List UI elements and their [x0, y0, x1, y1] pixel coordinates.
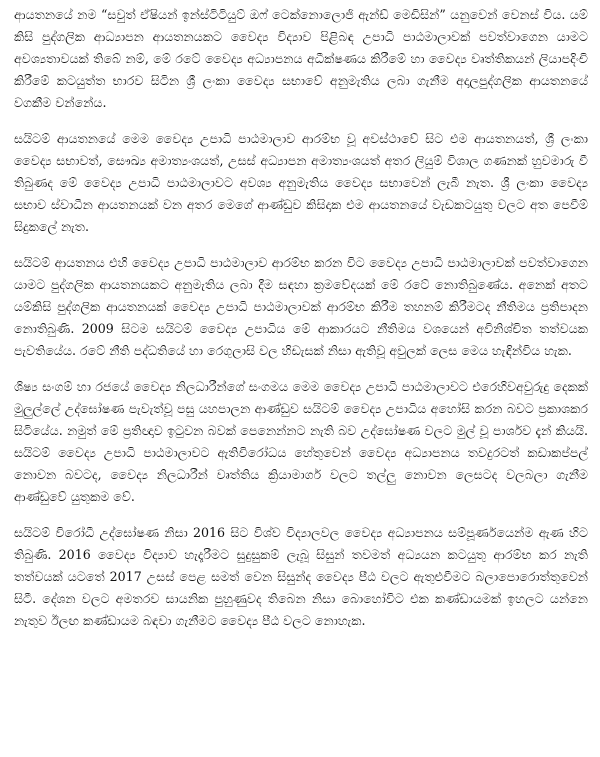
- paragraph-1: ආයතනයේ නම “සවුත් ඒෂියන් ඉන්ස්ටිටියුට් ඔෆ් ටෙක්නොලොජි ඇන්ඩ් මෙඩිසින්” යනුවෙන් වෙනස් විය. යම් කිසි පුද්ගලික ආධ්‍යාපන ආයතනයකට වෛද්‍ය විද්‍යාව පිළිබඳ උපාධි පාඨමාලාවක් පවත්වාගෙන යාමට අවශ්‍යතාවයක් තිබේ නම්, මේ රටේ වෛද්‍ය අධ්‍යාපනය අධීක්ෂණය කිරීමේ හා වෛද්‍ය වෘත්තිකයන් ලියාපදිංචි කිරීමේ කටයුත්ත භාරව සිටින ශ්‍රී ලංකා වෛද්‍ය සභාවේ අනුමැතිය ලබා ගැනීම අදාලපුද්ගලික ආයතනයේ වගකීම වන්නේය.: [14, 7, 588, 110]
- paragraph-4: ශිෂ්‍ය සංගම් හා රජයේ වෛද්‍ය නිලධාරීන්ගේ සංගමය මෙම වෛද්‍ය උපාධි පාඨමාලාවට එරෙහිවඅවුරුදු දෙකක් මුලුල්ලේ උද්ඝෝෂණ පැවැත්වූ පසු යහපාලන ආණ්ඩුව සයිටම් වෛද්‍ය උපාධිය අහෝසි කරන බවට ප්‍රකාශකර සිටියේය. නමුත් මේ ප්‍රතිඥාව ඉටුවන බවක් පෙනෙන්නට නැති බව උද්ඝෝෂණ වලට මුල් වූ පාර්ශව දැන් කියයි. සයිටම් වෛද්‍ය උපාධි පාඨමාලාවට ඇතිවිරෝධය හේතුවෙන් වෛද්‍ය අධ්‍යාපනය තවදුරටත් කඩාකප්පල් නොවන බවටද, වෛද්‍ය නිලධාරීන් වෘත්තිය ක්‍රියාමාර්ග වලට තල්ලු නොවන ලෙසටද වලබලා ගැනීම ආණ්ඩුවේ යුතුකම වේ.: [14, 379, 588, 504]
- paragraph-2: සයිටම් ආයතනයේ මෙම වෛද්‍ය උපාධි පාඨමාලාව ආරම්භ වූ අවස්ථාවේ සිට එම ආයතනයත්, ශ්‍රී ලංකා වෛද්‍ය සභාවත්, සෞඛ්‍ය අමාත්‍යංශයත්, උසස් අධ්‍යාපන අමාත්‍යංශයත් අතර ලියුම් විශාල ගණනක් හුවමාරු වී තිබුණද මේ වෛද්‍ය උපාධි පාඨමාලාවට අවශ්‍ය අනුමැතිය වෛද්‍ය සභාවෙන් ලැබී නැත. ශ්‍රී ලංකා වෛද්‍ය සභාව ස්වාධීන ආයතනයක් වන අතර මෙගේ ආණ්ඩුව කිසිදාක එම ආයතනයේ වැඩකටයුතු වලට අත පෙවීම් සිදුකලේ නැත.: [14, 131, 588, 234]
- paragraph-5: සයිටම් විරෝධී උද්ඝෝෂණ නිසා 2016 සිට විශ්ව විද්‍යාලවල වෛද්‍ය අධ්‍යාපනය සම්පූර්ණයෙන්ම ඇණ හිට තිබුණි. 2016 වෛද්‍ය විද්‍යාව හැදෑරීමට සුදුසුකම් ලැබූ සිසුන් තවමත් අධ්‍යයන කටයුතු ආරම්භ කර නැති තත්වයක් යටතේ 2017 උසස් පෙළ සමත් වෙන සිසුන්ද වෛද්‍ය පීඨ වලට ඇතුළුවීමට බලාපොරොත්තුවෙන් සිටී. දේශන වලට අමතරව සායනික පුහුණුවද තිබෙන නිසා බොහෝවිට එක කණ්ඩායමක් ඉහලට යන්නෙ නැතුව ඊලඟ කණ්ඩායම බඳවා ගැනීමට වෛද්‍ය පීඨ වලට නොහැක.: [14, 525, 588, 628]
- paragraph-3: සයිටම් ආයතනය එහි වෛද්‍ය උපාධි පාඨමාලාව ආරම්භ කරන විට වෛද්‍ය උපාධි පාඨමාලාවක් පවත්වාගෙන යාමට පුද්ගලික ආයතනයකට අනුමැතිය ලබා දීම සඳහා ක්‍රමවේදයක් මේ රටේ නොතිබුණේය. අනෙක් අතට යම්කිසි පුද්ගලික ආයතනයක් වෛද්‍ය උපාධි පාඨමාලාවක් ආරම්භ කිරීම තහනම් කිරීමටද නීතිමය ප්‍රතිපාදන නොතිබුණි. 2009 සිටම සයිටම් වෛද්‍ය උපාධිය මේ ආකාරයට නීතිමය වශයෙන් අවිනිශ්චිත තත්වයක පැවතියේය. රටේ නීති පද්ධතියේ හා රෙගුලාසි වල හිඩැසක් නිසා ඇතිවූ අවුලක් ලෙස මෙය හැඳින්විය හැක.: [14, 255, 588, 358]
- document-page: [14, 4, 588, 632]
